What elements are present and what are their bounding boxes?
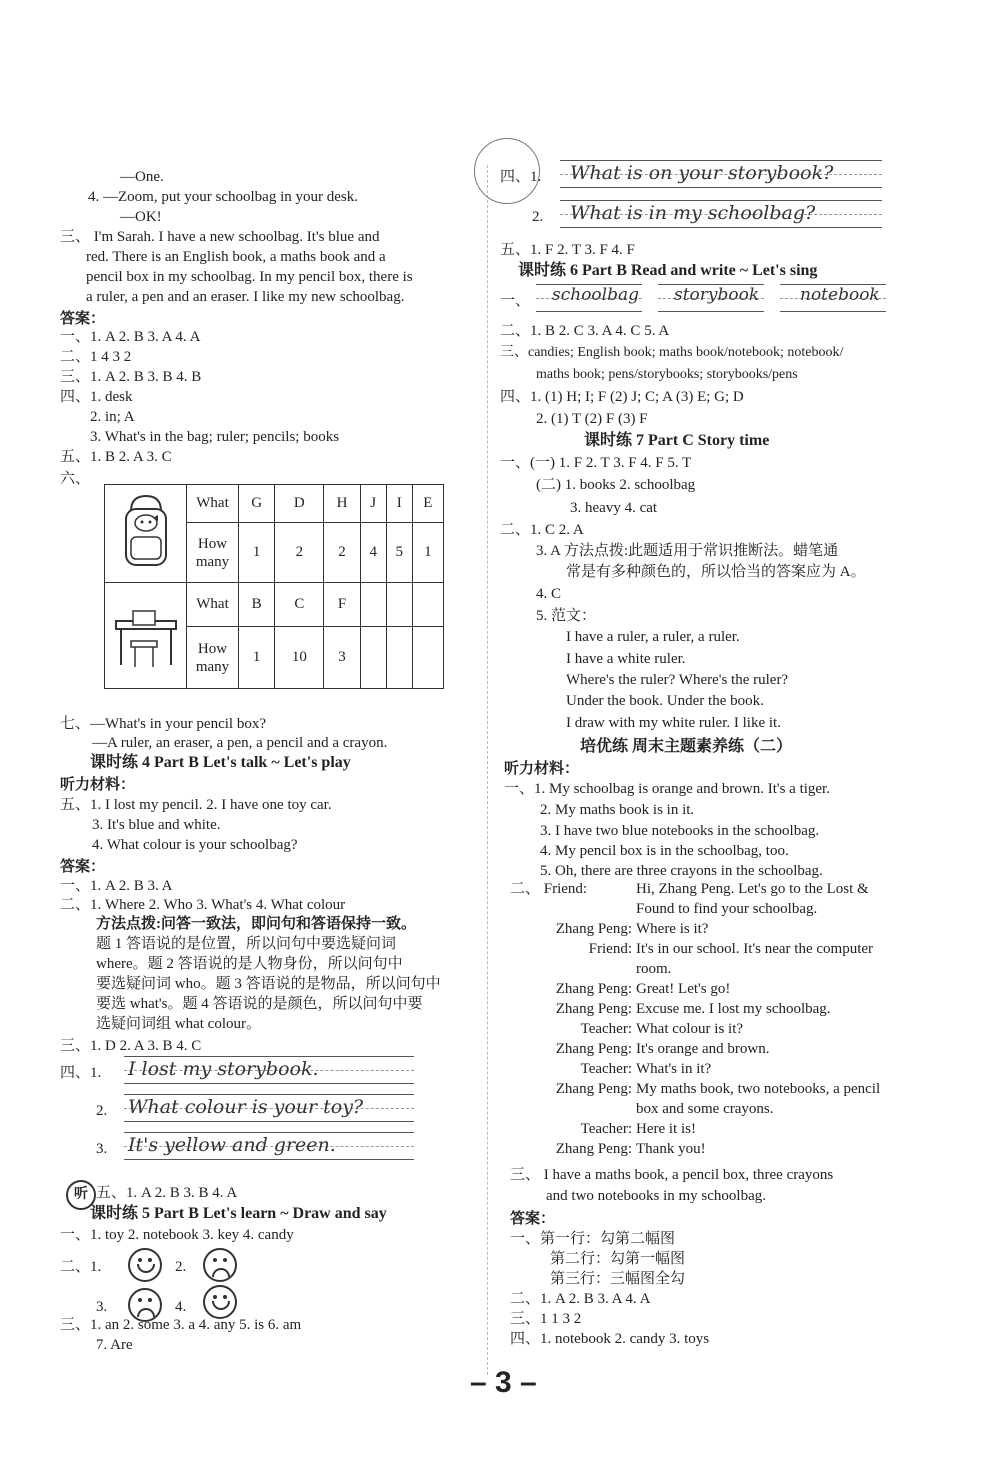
text-line: —OK! [120,209,162,225]
dialogue-line: Thank you! [636,1141,706,1157]
answer-line: 一、1. toy 2. notebook 3. key 4. candy [60,1227,294,1243]
dialogue-speaker: Zhang Peng: [555,1081,632,1097]
answer-line: 二、1. C 2. A [500,522,584,538]
table-cell: B [239,583,275,627]
text-line: 三、 I'm Sarah. I have a new schoolbag. It's blue and [60,229,380,245]
answer-line: (二) 1. books 2. schoolbag [536,477,696,493]
text-line: 3. I have two blue notebooks in the schoolbag. [540,823,820,839]
desk-picture-cell [105,583,187,689]
table-cell: 2 [275,523,324,583]
dialogue-speaker: 二、 Friend: [510,881,588,897]
answer-line: 2. [175,1259,187,1275]
text-line: pencil box in my schoolbag. In my pencil box, there is [86,269,413,285]
text-line: —One. [120,169,164,185]
text-line: 3. It's blue and white. [92,817,221,833]
dialogue-line: What's in it? [636,1061,712,1077]
answer-line: I draw with my white ruler. I like it. [566,715,781,731]
answers-label: 答案： [60,311,106,327]
dialogue-line: It's in our school. It's near the computer [636,941,874,957]
handwriting: What is on your storybook? [570,162,834,184]
answer-line: Under the book. Under the book. [566,693,764,709]
answer-line: 四、1. notebook 2. candy 3. toys [510,1331,710,1347]
table-header: What [187,583,239,627]
table-cell: 1 [412,523,443,583]
answer-line: 三、1. A 2. B 3. B 4. B [60,369,202,385]
answer-line: 3. A 方法点拨:此题适用于常识推断法。蜡笔通 [536,543,839,559]
table-header: What [187,485,239,523]
text-line: 5. Oh, there are three crayons in the schoolbag. [540,863,823,879]
text-line: 4. What colour is your schoolbag? [92,837,298,853]
method-line: 要选疑问词 who。题 3 答语说的是物品，所以问句中 [96,976,441,992]
answer-line: maths book; pens/storybooks; storybooks/pens [536,367,798,382]
answer-line: 3. What's in the bag; ruler; pencils; books [90,429,340,445]
table-cell: J [360,485,386,523]
table-cell: G [239,485,275,523]
answer-line: 5. 范文： [536,608,597,624]
text-line: and two notebooks in my schoolbag. [546,1188,766,1204]
answer-line: 五、1. F 2. T 3. F 4. F [500,242,635,258]
answer-line: 五、1. B 2. A 3. C [60,449,172,465]
answer-line: 第二行：勾第一幅图 [550,1251,686,1267]
text-line: 一、1. My schoolbag is orange and brown. It's a tiger. [504,781,830,797]
text-line: 4. My pencil box is in the schoolbag, too. [540,843,789,859]
dialogue-line: It's orange and brown. [636,1041,770,1057]
dialogue-speaker: Zhang Peng: [555,981,632,997]
answer-line: I have a white ruler. [566,651,686,667]
handwriting: storybook [674,285,760,305]
dialogue-speaker: Teacher: [580,1021,632,1037]
table-cell [412,583,443,627]
answer-line: 2. (1) T (2) F (3) F [536,411,648,427]
answer-line: 六、 [60,471,91,487]
answer-line: 二、1 4 3 2 [60,349,132,365]
dialogue-line: My maths book, two notebooks, a pencil [636,1081,881,1097]
dialogue-line: Where is it? [636,921,709,937]
sad-face-icon [203,1248,237,1282]
text-line: red. There is an English book, a maths book and a [86,249,386,265]
table-cell: 3 [324,627,360,689]
answer-line: 二、1. B 2. C 3. A 4. C 5. A [500,323,670,339]
answer-line: 五、1. A 2. B 3. B 4. A [96,1185,238,1201]
handwriting: What is in my schoolbag? [570,202,816,224]
answers-label: 答案： [510,1211,556,1227]
answer-line: 三、1. an 2. some 3. a 4. any 5. is 6. am [60,1317,302,1333]
method-line: 要选 what's。题 4 答语说的是颜色，所以问句中要 [96,996,423,1012]
table-cell: H [324,485,360,523]
dialogue-speaker: Zhang Peng: [555,921,632,937]
desk-icon [111,593,181,673]
answer-line: 2. [96,1103,108,1119]
dialogue-speaker: Teacher: [580,1121,632,1137]
answer-line: 第三行：三幅图全勾 [550,1271,686,1287]
answer-line: 四、1. (1) H; I; F (2) J; C; A (3) E; G; D [500,389,744,405]
handwriting: I lost my storybook. [128,1058,319,1080]
handwriting: notebook [800,285,880,305]
answer-line: 三、1 1 3 2 [510,1311,582,1327]
handwriting: What colour is your toy? [128,1096,364,1118]
handwriting: It's yellow and green. [128,1134,336,1156]
dialogue-line: box and some crayons. [636,1101,774,1117]
text-line: 2. My maths book is in it. [540,802,695,818]
answer-line: Where's the ruler? Where's the ruler? [566,672,789,688]
answer-line: 4. C [536,586,562,602]
dialogue-line: Great! Let's go! [636,981,731,997]
table-cell: C [275,583,324,627]
dialogue-line: Hi, Zhang Peng. Let's go to the Lost & [636,881,869,897]
answer-line: 三、1. D 2. A 3. B 4. C [60,1038,202,1054]
answer-line: 3. [96,1299,108,1315]
answer-line: 一、 [500,293,531,309]
answer-line: 3. heavy 4. cat [570,500,658,516]
table-cell: 4 [360,523,386,583]
method-title: 方法点拨:问答一致法，即问句和答语保持一致。 [96,916,416,932]
happy-face-icon [128,1248,162,1282]
dialogue-speaker: Zhang Peng: [555,1041,632,1057]
table-cell [386,627,412,689]
answer-line: 二、1. [60,1259,102,1275]
dialogue-speaker: Teacher: [580,1061,632,1077]
handwriting: schoolbag [552,285,640,305]
answer-line: 一、1. A 2. B 3. A 4. A [60,329,201,345]
answer-line: 二、1. A 2. B 3. A 4. A [510,1291,651,1307]
answer-line: I have a ruler, a ruler, a ruler. [566,629,740,645]
lesson-title: 课时练 5 Part B Let's learn ~ Draw and say [90,1205,387,1222]
table-cell: 1 [239,523,275,583]
answer-line: 4. [175,1299,187,1315]
lesson-title: 课时练 6 Part B Read and write ~ Let's sing [518,262,818,279]
section-label: 听力材料： [60,777,136,793]
answers-label: 答案： [60,859,106,875]
table-cell: E [412,485,443,523]
text-line: 三、 I have a maths book, a pencil box, three crayons [510,1167,834,1183]
answer-line: 2. in; A [90,409,135,425]
dialogue-speaker: Zhang Peng: [555,1001,632,1017]
answer-line: 一、第一行：勾第二幅图 [510,1231,676,1247]
section-label: 听力材料： [504,761,580,777]
dialogue-line: room. [636,961,672,977]
answer-line: 7. Are [96,1337,133,1353]
page-number: – 3 – [470,1366,537,1399]
answer-line: 四、1. desk [60,389,133,405]
dialogue-line: What colour is it? [636,1021,744,1037]
answer-line: 3. [96,1141,108,1157]
dialogue-speaker: Friend: [588,941,632,957]
answer-line: 一、1. A 2. B 3. A [60,878,173,894]
dialogue-line: Found to find your schoolbag. [636,901,818,917]
answer-line: 常是有多种颜色的，所以恰当的答案应为 A。 [566,564,866,580]
table-cell: 5 [386,523,412,583]
listen-icon: 听 [66,1180,96,1210]
text-line: 4. —Zoom, put your schoolbag in your desk. [88,189,358,205]
dialogue-line: Excuse me. I lost my schoolbag. [636,1001,831,1017]
table-cell: F [324,583,360,627]
answer-line: 二、1. Where 2. Who 3. What's 4. What colour [60,897,346,913]
table-cell: 1 [239,627,275,689]
table-cell: 10 [275,627,324,689]
section-title: 培优练 周末主题素养练（二） [580,738,793,755]
text-line: a ruler, a pen and an eraser. I like my new schoolbag. [86,289,405,305]
table-cell: I [386,485,412,523]
column-divider [487,165,488,1375]
answer-line: 三、candies; English book; maths book/notebook; notebook/ [500,345,844,360]
table-cell [386,583,412,627]
lesson-title: 课时练 7 Part C Story time [584,432,770,449]
table-cell [412,627,443,689]
method-line: 选疑问词组 what colour。 [96,1016,261,1032]
dialogue-speaker: Zhang Peng: [555,1141,632,1157]
table-cell [360,583,386,627]
happy-face-icon [203,1285,237,1319]
table-cell [360,627,386,689]
dialogue-line: Here it is! [636,1121,696,1137]
answer-line: 四、1. [500,169,542,185]
answer-line: 四、1. [60,1065,102,1081]
answer-line: 一、(一) 1. F 2. T 3. F 4. F 5. T [500,455,692,471]
text-line: —A ruler, an eraser, a pen, a pencil and a crayon. [92,735,388,751]
method-line: where。题 2 答语说的是人物身份，所以问句中 [96,956,403,972]
method-line: 题 1 答语说的是位置，所以问句中要选疑问词 [96,936,397,952]
text-line: 七、—What's in your pencil box? [60,716,266,732]
table-cell: D [275,485,324,523]
answer-line: 2. [532,209,544,225]
table-header: How many [187,627,239,689]
table-cell: 2 [324,523,360,583]
lesson-title: 课时练 4 Part B Let's talk ~ Let's play [90,754,351,771]
schoolbag-icon [116,491,176,571]
schoolbag-picture-cell [105,485,187,583]
answer-table [104,484,444,689]
table-header: How many [187,523,239,583]
text-line: 五、1. I lost my pencil. 2. I have one toy car. [60,797,332,813]
